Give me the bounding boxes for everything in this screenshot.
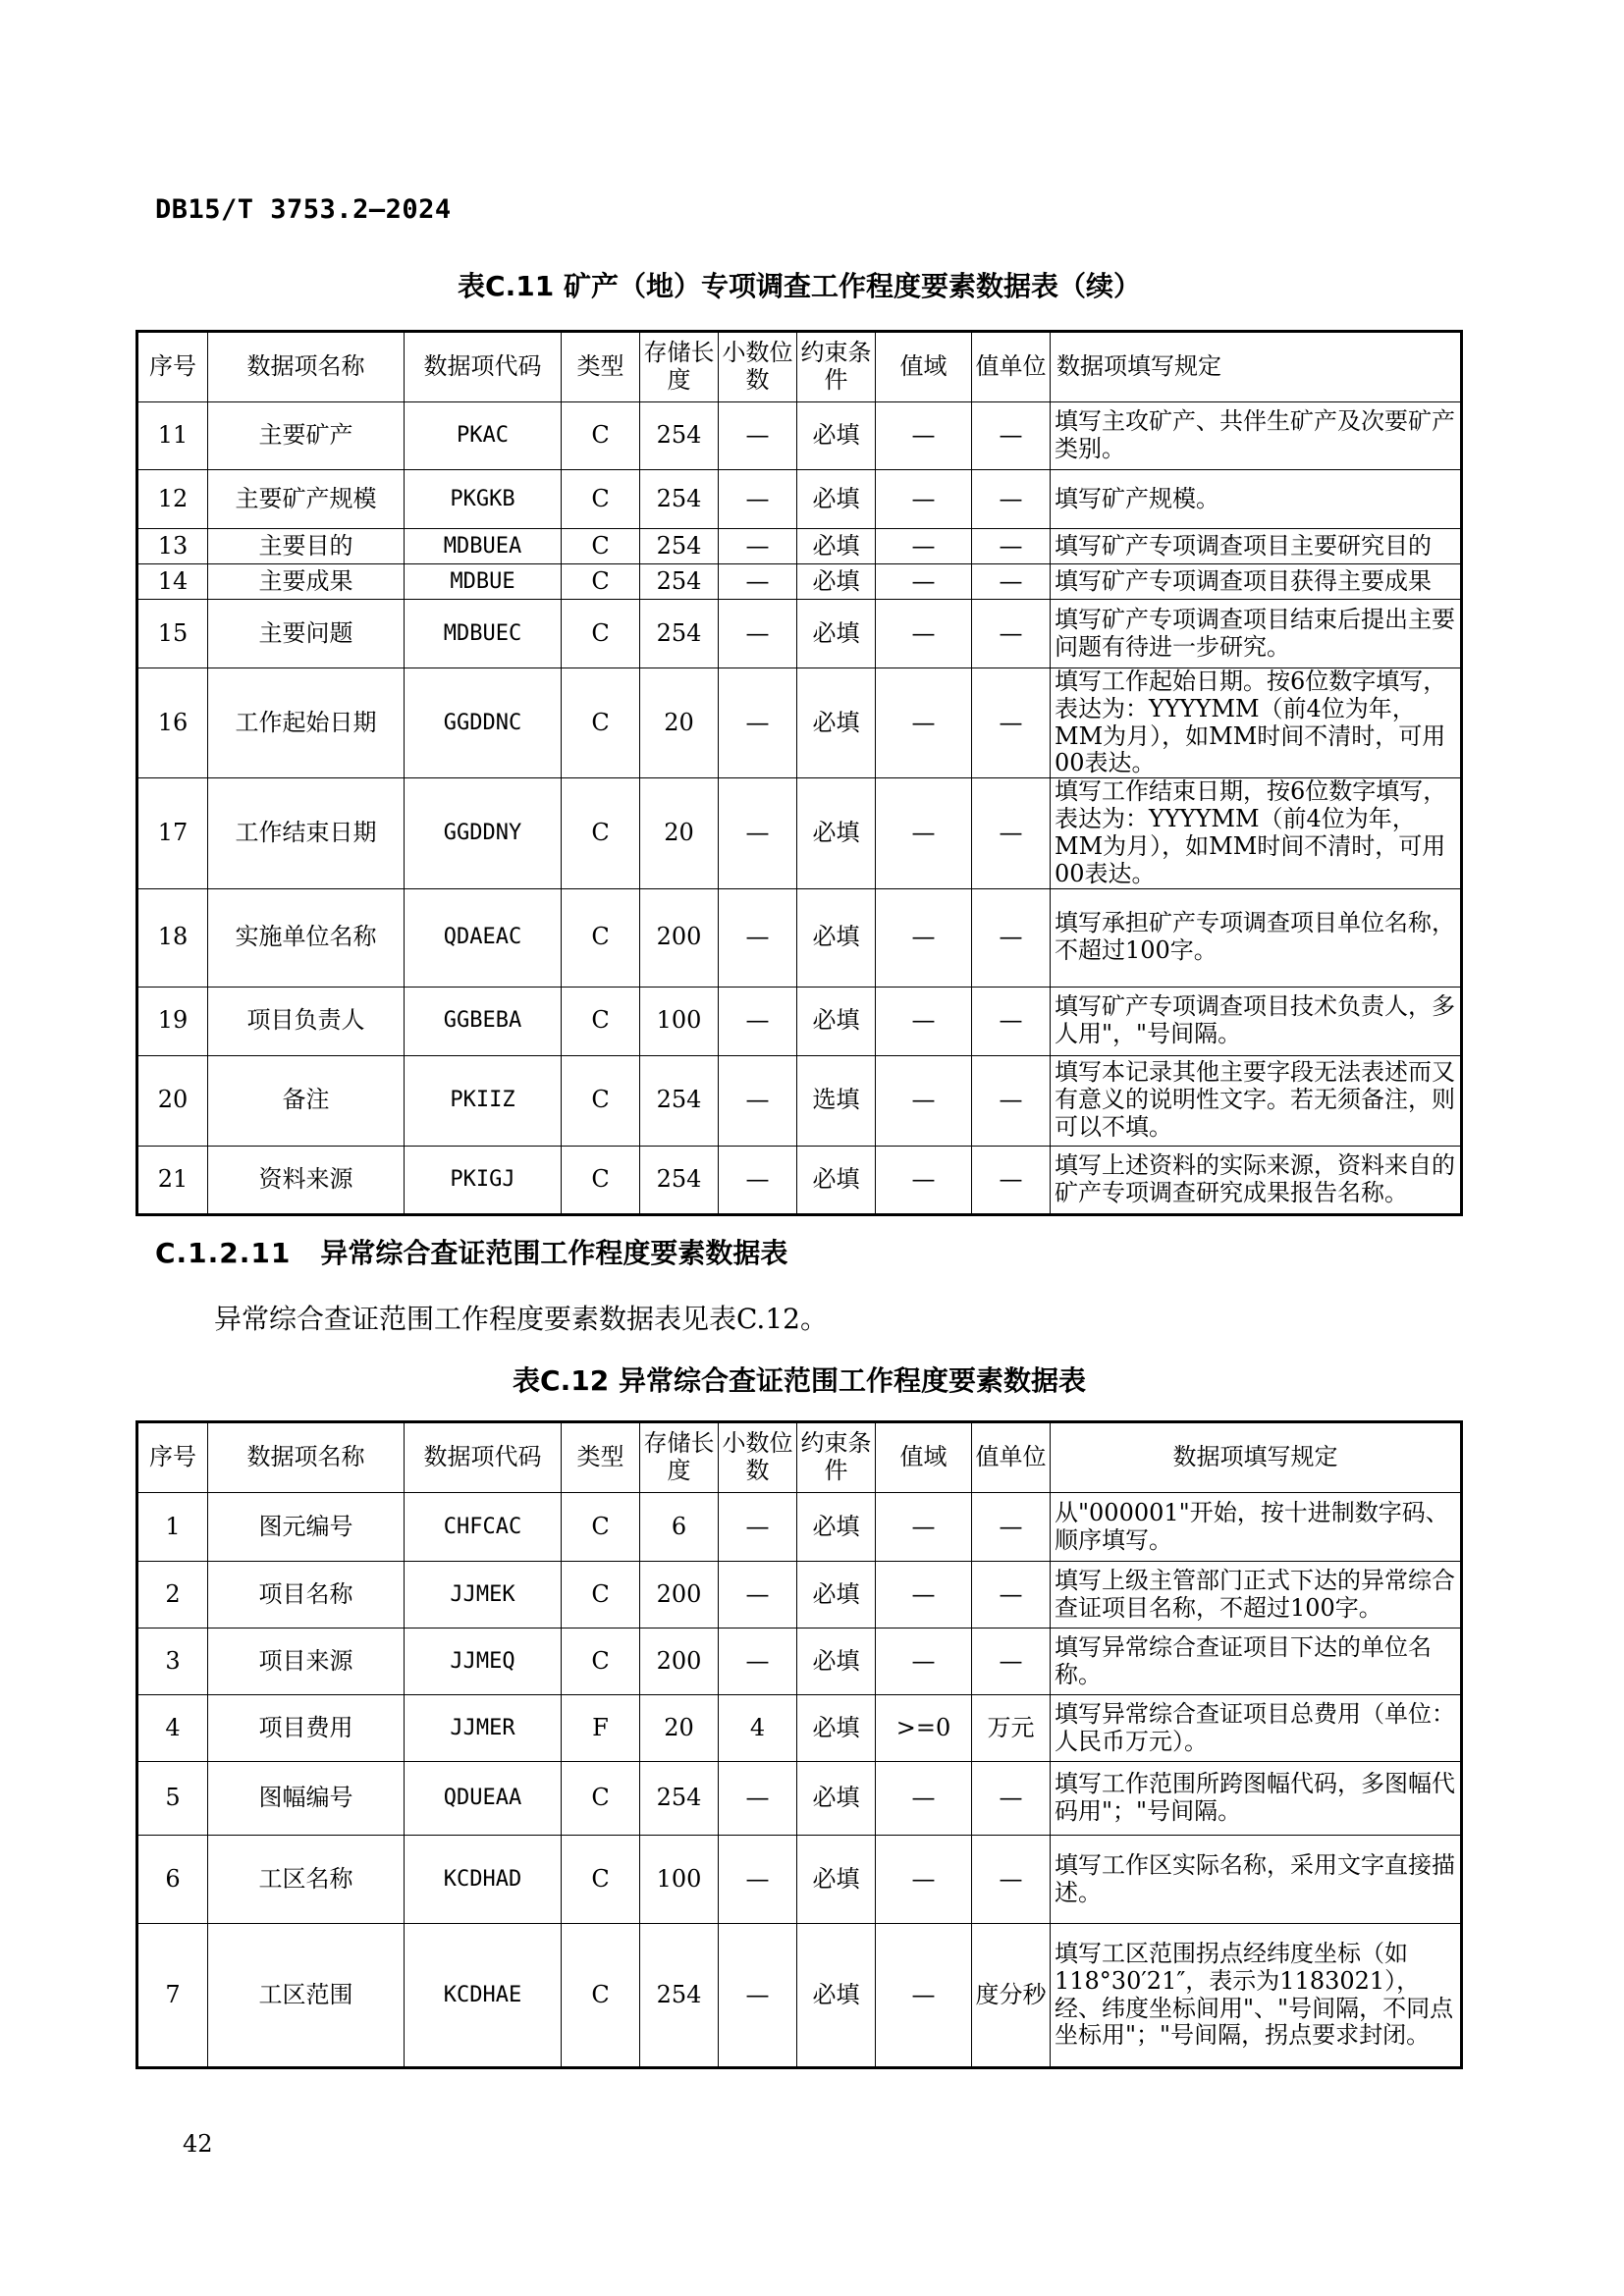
cell-unit: — [972, 1836, 1051, 1924]
cell-unit: — [972, 1629, 1051, 1695]
col-header: 数据项填写规定 [1051, 332, 1462, 402]
cell-unit: 度分秒 [972, 1924, 1051, 2068]
cell-domain: — [876, 888, 972, 987]
table-row [137, 668, 1462, 778]
cell-item-name: 实施单位名称 [208, 888, 405, 987]
cell-decimals: — [719, 668, 797, 778]
cell-constraint: 必填 [797, 888, 876, 987]
table-row [137, 1146, 1462, 1214]
cell-item-code: PKIGJ [405, 1146, 562, 1214]
col-header: 值单位 [972, 1422, 1051, 1493]
col-header: 序号 [137, 332, 208, 402]
cell-seq: 11 [137, 402, 208, 470]
cell-decimals: — [719, 529, 797, 564]
col-header: 序号 [137, 1422, 208, 1493]
col-header: 数据项填写规定 [1051, 1422, 1462, 1493]
cell-decimals: — [719, 1493, 797, 1562]
cell-domain: — [876, 668, 972, 778]
cell-item-code: KCDHAE [405, 1924, 562, 2068]
cell-rule: 填写矿产规模。 [1051, 470, 1462, 529]
cell-rule: 填写矿产专项调查项目获得主要成果 [1051, 564, 1462, 600]
cell-rule: 填写工区范围拐点经纬度坐标（如118°30′21″，表示为1183021），经、纬度坐标间用"、"号间隔，不同点坐标用"；"号间隔，拐点要求封闭。 [1051, 1924, 1462, 2068]
cell-item-code: JJMER [405, 1695, 562, 1762]
cell-type: C [562, 1146, 640, 1214]
cell-item-code: QDAEAC [405, 888, 562, 987]
cell-seq: 15 [137, 600, 208, 668]
table-header-row [137, 1422, 1462, 1493]
cell-seq: 7 [137, 1924, 208, 2068]
cell-decimals: — [719, 1836, 797, 1924]
cell-unit: — [972, 987, 1051, 1055]
cell-length: 254 [640, 600, 719, 668]
cell-item-code: MDBUEC [405, 600, 562, 668]
table-c12-title: 表C.12 异常综合查证范围工作程度要素数据表 [513, 1364, 1086, 1397]
cell-seq: 14 [137, 564, 208, 600]
table-row [137, 564, 1462, 600]
cell-item-code: KCDHAD [405, 1836, 562, 1924]
cell-decimals: — [719, 470, 797, 529]
cell-item-code: JJMEQ [405, 1629, 562, 1695]
cell-item-code: PKIIZ [405, 1055, 562, 1146]
cell-unit: — [972, 1762, 1051, 1836]
cell-decimals: — [719, 1562, 797, 1629]
table-row [137, 778, 1462, 888]
cell-item-code: GGBEBA [405, 987, 562, 1055]
cell-domain: >=0 [876, 1695, 972, 1762]
table-row [137, 1055, 1462, 1146]
cell-domain: — [876, 600, 972, 668]
cell-rule: 填写异常综合查证项目总费用（单位：人民币万元）。 [1051, 1695, 1462, 1762]
cell-item-name: 工区名称 [208, 1836, 405, 1924]
cell-seq: 2 [137, 1562, 208, 1629]
document-code: DB15/T 3753.2—2024 [155, 194, 452, 225]
cell-constraint: 必填 [797, 1493, 876, 1562]
cell-item-name: 项目负责人 [208, 987, 405, 1055]
cell-item-code: MDBUEA [405, 529, 562, 564]
cell-unit: — [972, 529, 1051, 564]
cell-length: 6 [640, 1493, 719, 1562]
cell-decimals: — [719, 1146, 797, 1214]
cell-type: C [562, 1924, 640, 2068]
cell-unit: — [972, 888, 1051, 987]
cell-length: 254 [640, 564, 719, 600]
cell-rule: 填写上级主管部门正式下达的异常综合查证项目名称，不超过100字。 [1051, 1562, 1462, 1629]
cell-domain: — [876, 1629, 972, 1695]
cell-constraint: 必填 [797, 1146, 876, 1214]
table-header-row [137, 332, 1462, 402]
table-row [137, 888, 1462, 987]
cell-rule: 填写异常综合查证项目下达的单位名称。 [1051, 1629, 1462, 1695]
cell-rule: 填写工作结束日期，按6位数字填写，表达为：YYYYMM（前4位为年，MM为月），如MM时间不清时，可用00表达。 [1051, 778, 1462, 888]
cell-unit: — [972, 1562, 1051, 1629]
cell-type: C [562, 668, 640, 778]
cell-domain: — [876, 1762, 972, 1836]
section-paragraph: 异常综合查证范围工作程度要素数据表见表C.12。 [214, 1303, 828, 1335]
cell-domain: — [876, 1836, 972, 1924]
cell-type: C [562, 564, 640, 600]
cell-item-name: 资料来源 [208, 1146, 405, 1214]
page-number: 42 [183, 2130, 213, 2158]
section-title: 异常综合查证范围工作程度要素数据表 [320, 1237, 788, 1269]
cell-constraint: 必填 [797, 600, 876, 668]
cell-rule: 从"000001"开始，按十进制数字码、顺序填写。 [1051, 1493, 1462, 1562]
cell-seq: 3 [137, 1629, 208, 1695]
cell-item-name: 主要矿产规模 [208, 470, 405, 529]
cell-item-name: 工区范围 [208, 1924, 405, 2068]
cell-seq: 16 [137, 668, 208, 778]
cell-length: 100 [640, 1836, 719, 1924]
cell-type: C [562, 778, 640, 888]
cell-domain: — [876, 470, 972, 529]
cell-unit: — [972, 1055, 1051, 1146]
table-row [137, 402, 1462, 470]
table-row [137, 600, 1462, 668]
cell-item-code: GGDDNC [405, 668, 562, 778]
table-row [137, 1924, 1462, 2068]
cell-type: F [562, 1695, 640, 1762]
cell-length: 254 [640, 470, 719, 529]
cell-constraint: 必填 [797, 402, 876, 470]
cell-length: 20 [640, 778, 719, 888]
table-row [137, 1762, 1462, 1836]
cell-domain: — [876, 1493, 972, 1562]
cell-type: C [562, 1562, 640, 1629]
cell-seq: 19 [137, 987, 208, 1055]
cell-decimals: — [719, 1762, 797, 1836]
cell-constraint: 必填 [797, 1762, 876, 1836]
table-row [137, 987, 1462, 1055]
cell-length: 200 [640, 1629, 719, 1695]
cell-constraint: 选填 [797, 1055, 876, 1146]
cell-constraint: 必填 [797, 668, 876, 778]
cell-unit: — [972, 778, 1051, 888]
table-row [137, 529, 1462, 564]
col-header: 值域 [876, 1422, 972, 1493]
cell-constraint: 必填 [797, 1562, 876, 1629]
cell-rule: 填写矿产专项调查项目技术负责人，多人用"，"号间隔。 [1051, 987, 1462, 1055]
cell-domain: — [876, 1146, 972, 1214]
cell-domain: — [876, 402, 972, 470]
cell-length: 254 [640, 1762, 719, 1836]
table-row [137, 1629, 1462, 1695]
cell-length: 200 [640, 1562, 719, 1629]
table-row [137, 470, 1462, 529]
cell-decimals: — [719, 1629, 797, 1695]
col-header: 约束条件 [797, 1422, 876, 1493]
cell-item-name: 工作结束日期 [208, 778, 405, 888]
cell-type: C [562, 1493, 640, 1562]
cell-item-code: GGDDNY [405, 778, 562, 888]
cell-type: C [562, 600, 640, 668]
cell-length: 200 [640, 888, 719, 987]
cell-type: C [562, 402, 640, 470]
cell-decimals: — [719, 564, 797, 600]
cell-type: C [562, 987, 640, 1055]
col-header: 数据项名称 [208, 332, 405, 402]
cell-unit: 万元 [972, 1695, 1051, 1762]
cell-domain: — [876, 1055, 972, 1146]
cell-seq: 5 [137, 1762, 208, 1836]
cell-seq: 4 [137, 1695, 208, 1762]
col-header: 存储长度 [640, 332, 719, 402]
cell-unit: — [972, 600, 1051, 668]
col-header: 类型 [562, 332, 640, 402]
cell-domain: — [876, 1562, 972, 1629]
table-c11-title: 表C.11 矿产（地）专项调查工作程度要素数据表（续） [458, 270, 1141, 302]
cell-rule: 填写矿产专项调查项目主要研究目的 [1051, 529, 1462, 564]
cell-item-name: 备注 [208, 1055, 405, 1146]
cell-length: 254 [640, 1055, 719, 1146]
cell-item-name: 主要矿产 [208, 402, 405, 470]
cell-domain: — [876, 1924, 972, 2068]
cell-domain: — [876, 529, 972, 564]
cell-seq: 17 [137, 778, 208, 888]
cell-rule: 填写承担矿产专项调查项目单位名称，不超过100字。 [1051, 888, 1462, 987]
col-header: 小数位数 [719, 332, 797, 402]
cell-decimals: — [719, 402, 797, 470]
col-header: 值域 [876, 332, 972, 402]
col-header: 数据项名称 [208, 1422, 405, 1493]
cell-decimals: — [719, 888, 797, 987]
cell-constraint: 必填 [797, 987, 876, 1055]
cell-constraint: 必填 [797, 778, 876, 888]
cell-seq: 12 [137, 470, 208, 529]
cell-constraint: 必填 [797, 1924, 876, 2068]
cell-decimals: — [719, 1055, 797, 1146]
cell-domain: — [876, 564, 972, 600]
cell-seq: 20 [137, 1055, 208, 1146]
cell-constraint: 必填 [797, 470, 876, 529]
table-row [137, 1695, 1462, 1762]
col-header: 存储长度 [640, 1422, 719, 1493]
col-header: 数据项代码 [405, 332, 562, 402]
cell-rule: 填写工作范围所跨图幅代码，多图幅代码用"；"号间隔。 [1051, 1762, 1462, 1836]
cell-decimals: 4 [719, 1695, 797, 1762]
cell-item-name: 项目来源 [208, 1629, 405, 1695]
table-row [137, 1562, 1462, 1629]
cell-unit: — [972, 1493, 1051, 1562]
cell-item-code: MDBUE [405, 564, 562, 600]
cell-domain: — [876, 778, 972, 888]
cell-type: C [562, 888, 640, 987]
cell-unit: — [972, 470, 1051, 529]
cell-item-name: 主要问题 [208, 600, 405, 668]
cell-length: 254 [640, 1924, 719, 2068]
table-row [137, 1493, 1462, 1562]
cell-constraint: 必填 [797, 1836, 876, 1924]
cell-unit: — [972, 1146, 1051, 1214]
cell-length: 254 [640, 1146, 719, 1214]
cell-constraint: 必填 [797, 1695, 876, 1762]
col-header: 数据项代码 [405, 1422, 562, 1493]
cell-type: C [562, 470, 640, 529]
cell-item-code: QDUEAA [405, 1762, 562, 1836]
cell-item-code: CHFCAC [405, 1493, 562, 1562]
cell-type: C [562, 1836, 640, 1924]
cell-decimals: — [719, 987, 797, 1055]
cell-rule: 填写工作区实际名称，采用文字直接描述。 [1051, 1836, 1462, 1924]
col-header: 值单位 [972, 332, 1051, 402]
cell-length: 20 [640, 668, 719, 778]
cell-item-name: 项目名称 [208, 1562, 405, 1629]
cell-constraint: 必填 [797, 1629, 876, 1695]
cell-item-code: PKAC [405, 402, 562, 470]
cell-item-name: 图元编号 [208, 1493, 405, 1562]
section-number: C.1.2.11 [155, 1237, 292, 1269]
cell-unit: — [972, 402, 1051, 470]
cell-item-name: 项目费用 [208, 1695, 405, 1762]
cell-item-name: 图幅编号 [208, 1762, 405, 1836]
cell-type: C [562, 529, 640, 564]
table-c11 [135, 330, 1463, 1216]
table-row [137, 1836, 1462, 1924]
cell-seq: 21 [137, 1146, 208, 1214]
col-header: 小数位数 [719, 1422, 797, 1493]
cell-item-code: PKGKB [405, 470, 562, 529]
cell-type: C [562, 1629, 640, 1695]
cell-length: 254 [640, 402, 719, 470]
cell-item-name: 主要成果 [208, 564, 405, 600]
cell-type: C [562, 1762, 640, 1836]
col-header: 约束条件 [797, 332, 876, 402]
cell-decimals: — [719, 778, 797, 888]
cell-seq: 18 [137, 888, 208, 987]
cell-item-code: JJMEK [405, 1562, 562, 1629]
cell-item-name: 主要目的 [208, 529, 405, 564]
cell-length: 100 [640, 987, 719, 1055]
cell-rule: 填写工作起始日期。按6位数字填写，表达为：YYYYMM（前4位为年，MM为月），如MM时间不清时，可用00表达。 [1051, 668, 1462, 778]
cell-unit: — [972, 668, 1051, 778]
table-c12 [135, 1420, 1463, 2069]
cell-seq: 13 [137, 529, 208, 564]
cell-type: C [562, 1055, 640, 1146]
cell-rule: 填写矿产专项调查项目结束后提出主要问题有待进一步研究。 [1051, 600, 1462, 668]
cell-domain: — [876, 987, 972, 1055]
cell-length: 20 [640, 1695, 719, 1762]
cell-seq: 1 [137, 1493, 208, 1562]
cell-seq: 6 [137, 1836, 208, 1924]
cell-decimals: — [719, 1924, 797, 2068]
cell-constraint: 必填 [797, 529, 876, 564]
col-header: 类型 [562, 1422, 640, 1493]
section-heading [155, 1232, 787, 1271]
cell-item-name: 工作起始日期 [208, 668, 405, 778]
cell-rule: 填写上述资料的实际来源，资料来自的矿产专项调查研究成果报告名称。 [1051, 1146, 1462, 1214]
cell-rule: 填写主攻矿产、共伴生矿产及次要矿产类别。 [1051, 402, 1462, 470]
cell-constraint: 必填 [797, 564, 876, 600]
cell-length: 254 [640, 529, 719, 564]
cell-unit: — [972, 564, 1051, 600]
cell-decimals: — [719, 600, 797, 668]
cell-rule: 填写本记录其他主要字段无法表述而又有意义的说明性文字。若无须备注，则可以不填。 [1051, 1055, 1462, 1146]
